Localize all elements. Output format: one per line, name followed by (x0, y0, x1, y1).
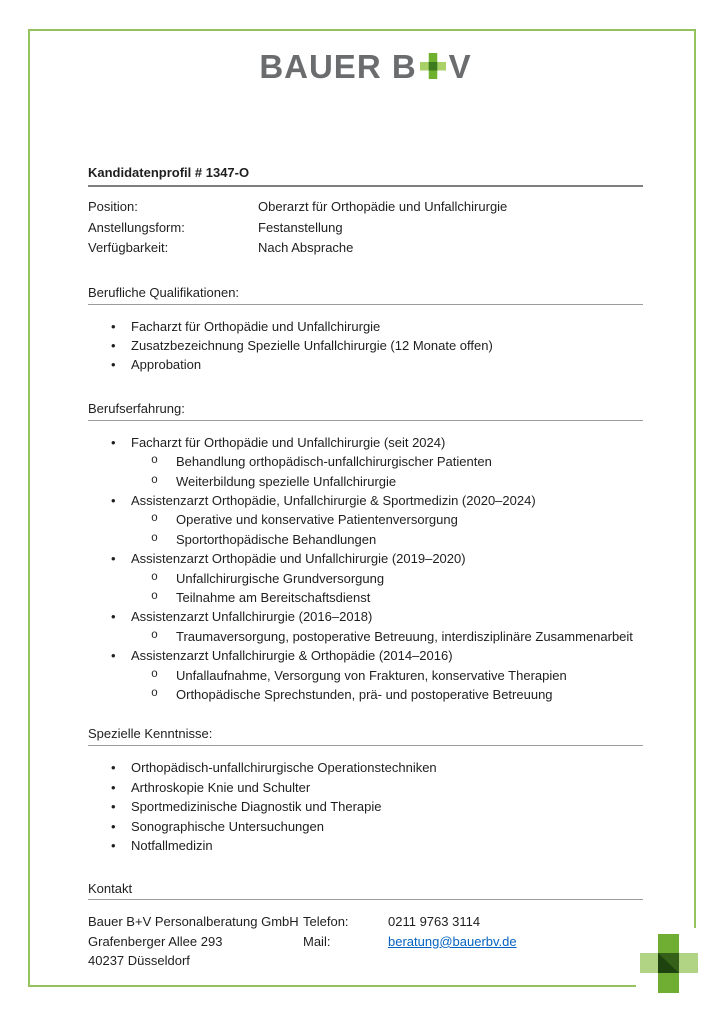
circle-bullet-icon: o (151, 454, 158, 468)
company-city: 40237 Düsseldorf (88, 953, 190, 969)
experience-detail (88, 685, 643, 704)
list-item-text: Zusatzbezeichnung Spezielle Unfallchirurgie (12 Monate offen) (131, 337, 493, 353)
bullet-icon: • (111, 760, 116, 776)
experience-item (88, 607, 643, 626)
skills-heading: Spezielle Kenntnisse: (88, 726, 643, 746)
field-value: Oberarzt für Orthopädie und Unfallchirurgie (258, 199, 508, 214)
list-item-text: Approbation (131, 357, 202, 373)
experience-detail (88, 530, 643, 549)
contact-heading: Kontakt (88, 881, 643, 900)
logo-green-plus-icon (420, 53, 446, 79)
list-item (88, 758, 643, 777)
experience-detail-text: Traumaversorgung, postoperative Betreuung, interdisziplinäre Zusammenarbeit (176, 628, 633, 644)
list-item (88, 836, 643, 855)
company-street: Grafenberger Allee 293 (88, 933, 223, 949)
circle-bullet-icon: o (151, 512, 158, 526)
bullet-icon: • (111, 492, 116, 508)
circle-bullet-icon: o (151, 570, 158, 584)
contact-block (88, 912, 643, 970)
experience-item (88, 491, 643, 510)
circle-bullet-icon: o (151, 531, 158, 545)
bullet-icon: • (111, 648, 116, 664)
bullet-icon: • (111, 609, 116, 625)
skills-list (88, 758, 643, 855)
experience-detail (88, 510, 643, 529)
field-label: Verfügbarkeit: (88, 240, 169, 255)
experience-title: Assistenzarzt Unfallchirurgie (2016–2018) (131, 609, 373, 625)
experience-detail-text: Operative und konservative Patientenversorgung (176, 512, 458, 528)
bullet-icon: • (111, 434, 116, 450)
experience-title: Facharzt für Orthopädie und Unfallchirurgie (seit 2024) (131, 434, 446, 450)
list-item (88, 778, 643, 797)
circle-bullet-icon: o (151, 687, 158, 700)
list-item (88, 317, 643, 336)
experience-detail-text: Sportorthopädische Behandlungen (176, 531, 377, 547)
field-row-employment (88, 218, 643, 239)
contact-row (88, 951, 643, 970)
experience-item (88, 433, 643, 452)
circle-bullet-icon: o (151, 589, 158, 603)
qualifications-list (88, 317, 643, 375)
experience-detail (88, 569, 643, 588)
phone-label: Telefon: (303, 914, 349, 930)
field-value: Festanstellung (258, 219, 343, 235)
list-item (88, 336, 643, 355)
experience-detail-text: Teilnahme am Bereitschaftsdienst (176, 589, 371, 605)
list-item-text: Facharzt für Orthopädie und Unfallchirurgie (131, 318, 381, 334)
corner-green-cross-icon (640, 934, 698, 993)
experience-detail (88, 588, 643, 607)
experience-detail (88, 452, 643, 471)
plus-overlap (428, 62, 437, 71)
contact-row (88, 912, 643, 931)
bullet-icon: • (111, 357, 116, 373)
list-item-text: Arthroskopie Knie und Schulter (131, 779, 311, 795)
experience-detail-text: Unfallchirurgische Grundversorgung (176, 570, 385, 586)
bullet-icon: • (111, 799, 116, 815)
experience-detail (88, 627, 643, 646)
bullet-icon: • (111, 318, 116, 334)
contact-row (88, 932, 643, 951)
experience-item (88, 646, 643, 665)
experience-item (88, 549, 643, 568)
experience-detail-text: Unfallaufnahme, Versorgung von Frakturen, konservative Therapien (176, 667, 567, 683)
circle-bullet-icon: o (151, 628, 158, 642)
bullet-icon: • (111, 818, 116, 834)
phone-number: 0211 9763 3114 (388, 914, 481, 930)
list-item (88, 817, 643, 836)
experience-detail-text: Behandlung orthopädisch-unfallchirurgischer Patienten (176, 454, 492, 470)
logo-text-right: V (448, 48, 472, 85)
company-name: Bauer B+V Personalberatung GmbH (88, 914, 299, 930)
bullet-icon: • (111, 551, 116, 567)
list-item (88, 355, 643, 374)
experience-title: Assistenzarzt Unfallchirurgie & Orthopädie (2014–2016) (131, 648, 453, 664)
candidate-profile-title: Kandidatenprofil # 1347-O (88, 165, 643, 187)
circle-bullet-icon: o (151, 667, 158, 681)
qualifications-heading: Berufliche Qualifikationen: (88, 285, 643, 305)
list-item-text: Notfallmedizin (131, 838, 213, 854)
experience-heading: Berufserfahrung: (88, 401, 643, 421)
bullet-icon: • (111, 337, 116, 353)
email-link[interactable]: beratung@bauerbv.de (388, 933, 517, 949)
experience-detail-text: Weiterbildung spezielle Unfallchirurgie (176, 473, 397, 489)
field-row-position (88, 197, 643, 218)
company-logo (88, 47, 643, 87)
page-content (88, 0, 643, 971)
list-item-text: Orthopädisch-unfallchirurgische Operationstechniken (131, 760, 437, 776)
experience-list (88, 433, 643, 705)
field-label: Position: (88, 199, 138, 214)
experience-detail (88, 666, 643, 685)
experience-title: Assistenzarzt Orthopädie und Unfallchirurgie (2019–2020) (131, 551, 466, 567)
field-label: Anstellungsform: (88, 219, 185, 235)
experience-detail-text: Orthopädische Sprechstunden, prä- und postoperative Betreuung (176, 687, 553, 702)
field-value: Nach Absprache (258, 240, 354, 255)
bullet-icon: • (111, 838, 116, 854)
bullet-icon: • (111, 779, 116, 795)
profile-fields (88, 197, 643, 259)
experience-detail (88, 472, 643, 491)
experience-title: Assistenzarzt Orthopädie, Unfallchirurgie & Sportmedizin (2020–2024) (131, 492, 536, 508)
list-item-text: Sportmedizinische Diagnostik und Therapie (131, 799, 382, 815)
mail-label: Mail: (303, 933, 331, 949)
circle-bullet-icon: o (151, 473, 158, 487)
field-row-availability (88, 238, 643, 259)
list-item-text: Sonographische Untersuchungen (131, 818, 324, 834)
list-item (88, 797, 643, 816)
logo-text-left: BAUER B (259, 48, 417, 85)
